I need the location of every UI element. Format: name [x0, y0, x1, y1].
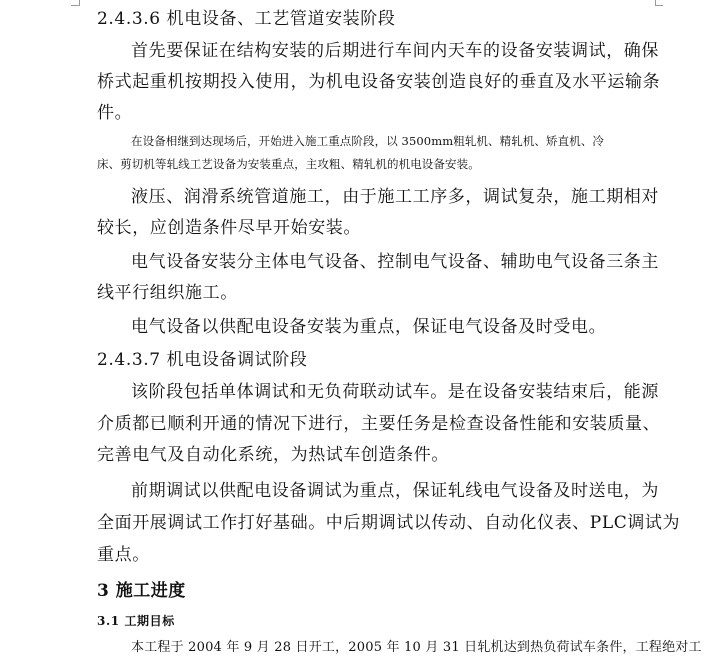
paragraph-line: 重点。 [97, 545, 150, 565]
paragraph-line: 件。 [97, 103, 133, 123]
heading-3-1: 3.1 工期目标 [97, 614, 175, 628]
paragraph-line: 液压、润滑系统管道施工，由于施工工序多，调试复杂，施工期相对 [131, 187, 659, 207]
heading-2-4-3-7: 2.4.3.7 机电设备调试阶段 [97, 350, 308, 370]
crop-mark-left [79, 0, 80, 6]
paragraph-line: 全面开展调试工作打好基础。中后期调试以传动、自动化仪表、PLC调试为 [97, 513, 681, 533]
paragraph-line: 本工程于 2004 年 9 月 28 日开工，2005 年 10 月 31 日轧机达到热负荷试车条件，工程绝对工 [131, 640, 702, 655]
heading-2-4-3-6: 2.4.3.6 机电设备、工艺管道安装阶段 [97, 9, 396, 29]
heading-3: 3 施工进度 [97, 581, 186, 601]
paragraph-line: 电气设备安装分主体电气设备、控制电气设备、辅助电气设备三条主 [131, 252, 659, 272]
paragraph-line: 较长，应创造条件尽早开始安装。 [97, 218, 361, 238]
paragraph-line: 桥式起重机按期投入使用，为机电设备安装创造良好的垂直及水平运输条 [97, 72, 661, 92]
paragraph-line: 该阶段包括单体调试和无负荷联动试车。是在设备安装结束后，能源 [131, 382, 659, 402]
paragraph-line: 线平行组织施工。 [97, 283, 238, 303]
crop-mark-right-h [655, 5, 663, 6]
paragraph-line: 电气设备以供配电设备安装为重点，保证电气设备及时受电。 [131, 317, 607, 337]
crop-mark-left-h [71, 5, 79, 6]
paragraph-line-small: 在设备相继到达现场后，开始进入施工重点阶段，以 3500mm粗轧机、精轧机、矫直机、冷 [131, 134, 605, 148]
paragraph-line-small: 床、剪切机等轧线工艺设备为安装重点，主攻粗、精轧机的机电设备安装。 [97, 157, 480, 171]
paragraph-line: 首先要保证在结构安装的后期进行车间内天车的设备安装调试，确保 [131, 41, 659, 61]
paragraph-line: 介质都已顺利开通的情况下进行，主要任务是检查设备性能和安装质量、 [97, 414, 661, 434]
paragraph-line: 前期调试以供配电设备调试为重点，保证轧线电气设备及时送电，为 [131, 481, 659, 501]
paragraph-line: 完善电气及自动化系统，为热试车创造条件。 [97, 445, 449, 465]
